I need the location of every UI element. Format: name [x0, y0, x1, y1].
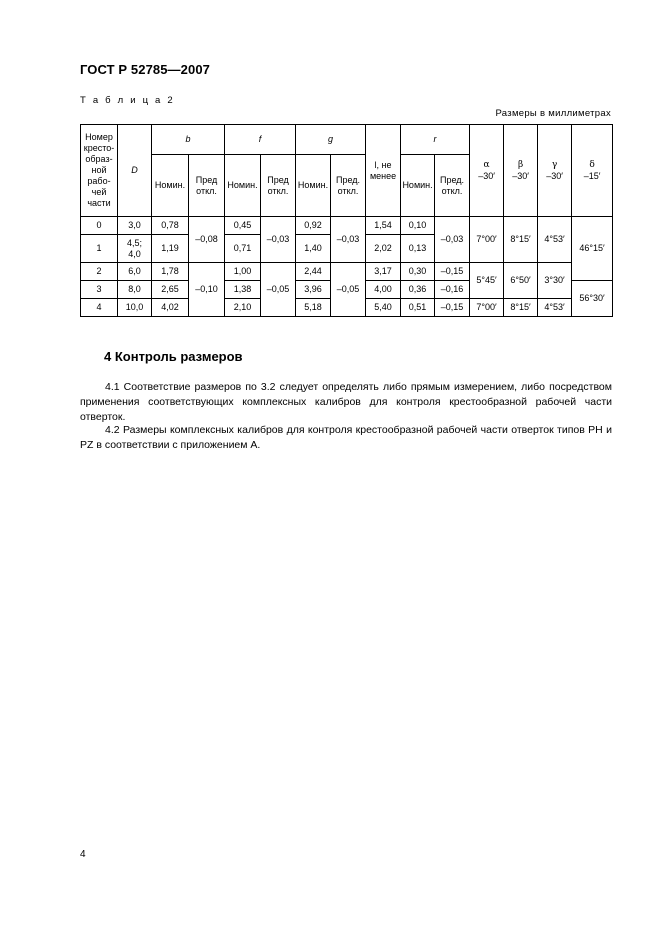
cell-g: 1,40: [296, 235, 331, 263]
header-b-tolerance: Пред откл.: [189, 155, 225, 217]
header-delta: [572, 125, 613, 217]
cell-b: 4,02: [152, 299, 189, 317]
cell-b: 1,19: [152, 235, 189, 263]
cell-l: 3,17: [366, 263, 401, 281]
header-gamma-tol: –30′: [546, 171, 563, 181]
cell-r: 0,10: [401, 217, 435, 235]
cell-beta: 8°15′: [504, 217, 538, 263]
cell-r: 0,30: [401, 263, 435, 281]
header-beta-symbol: β: [517, 160, 524, 170]
cell-g-tol: –0,03: [331, 217, 366, 263]
cell-num: 0: [81, 217, 118, 235]
cell-g: 0,92: [296, 217, 331, 235]
cell-b-tol: –0,08: [189, 217, 225, 263]
cell-l: 1,54: [366, 217, 401, 235]
table-caption: Т а б л и ц а 2: [80, 95, 175, 106]
header-b: b: [152, 125, 225, 155]
cell-r-tol: –0,15: [435, 299, 470, 317]
table-units: Размеры в миллиметрах: [495, 108, 611, 119]
cell-l: 4,00: [366, 281, 401, 299]
header-g-tolerance: Пред. откл.: [331, 155, 366, 217]
cell-beta: 8°15′: [504, 299, 538, 317]
cell-alpha: 5°45′: [470, 263, 504, 299]
cell-r-tol: –0,03: [435, 217, 470, 263]
cell-r: 0,36: [401, 281, 435, 299]
header-f: f: [225, 125, 296, 155]
table-row: [81, 263, 613, 281]
cell-delta: 46°15′: [572, 217, 613, 281]
cell-r: 0,13: [401, 235, 435, 263]
header-beta: [504, 125, 538, 217]
cell-f-tol: –0,03: [261, 217, 296, 263]
cell-b: 2,65: [152, 281, 189, 299]
cell-alpha: 7°00′: [470, 217, 504, 263]
header-l: l, не менее: [366, 125, 401, 217]
cell-g: 5,18: [296, 299, 331, 317]
dimensions-table: [80, 124, 613, 317]
header-D: D: [118, 125, 152, 217]
cell-f: 2,10: [225, 299, 261, 317]
header-alpha: [470, 125, 504, 217]
cell-alpha: 7°00′: [470, 299, 504, 317]
cell-D: 10,0: [118, 299, 152, 317]
header-r: r: [401, 125, 470, 155]
cell-l: 2,02: [366, 235, 401, 263]
header-delta-tol: –15′: [583, 171, 601, 181]
header-alpha-symbol: α: [483, 160, 490, 170]
header-r-tolerance: Пред. откл.: [435, 155, 470, 217]
cell-D: 8,0: [118, 281, 152, 299]
header-delta-symbol: δ: [589, 160, 595, 170]
cell-r: 0,51: [401, 299, 435, 317]
cell-D: 4,5; 4,0: [118, 235, 152, 263]
header-f-nominal: Номин.: [225, 155, 261, 217]
cell-r-tol: –0,16: [435, 281, 470, 299]
cell-f: 1,38: [225, 281, 261, 299]
cell-D: 3,0: [118, 217, 152, 235]
header-g: g: [296, 125, 366, 155]
cell-r-tol: –0,15: [435, 263, 470, 281]
cell-f: 1,00: [225, 263, 261, 281]
cell-b: 1,78: [152, 263, 189, 281]
header-part-number: Номер кресто-образ-ной рабо-чей части: [81, 125, 118, 217]
cell-num: 1: [81, 235, 118, 263]
document-code: ГОСТ Р 52785—2007: [80, 62, 210, 77]
cell-b: 0,78: [152, 217, 189, 235]
cell-gamma: 4°53′: [538, 217, 572, 263]
cell-gamma: 4°53′: [538, 299, 572, 317]
header-f-tolerance: Пред откл.: [261, 155, 296, 217]
cell-g: 3,96: [296, 281, 331, 299]
header-beta-tol: –30′: [512, 171, 529, 181]
cell-g: 2,44: [296, 263, 331, 281]
table-row: [81, 217, 613, 235]
cell-delta: 56°30′: [572, 281, 613, 317]
header-alpha-tol: –30′: [478, 171, 495, 181]
page-number: 4: [80, 849, 86, 860]
cell-b-tol: –0,10: [189, 263, 225, 317]
header-g-nominal: Номин.: [296, 155, 331, 217]
header-r-nominal: Номин.: [401, 155, 435, 217]
cell-beta: 6°50′: [504, 263, 538, 299]
paragraph-4-1: 4.1 Соответствие размеров по 3.2 следует определять либо прямым измерением, либо посредством применения соответствующих комплексных калибров для контроля крестообразной рабочей части отверток.: [80, 381, 612, 423]
cell-l: 5,40: [366, 299, 401, 317]
header-gamma: [538, 125, 572, 217]
cell-f: 0,45: [225, 217, 261, 235]
cell-f: 0,71: [225, 235, 261, 263]
cell-num: 3: [81, 281, 118, 299]
section-heading: 4 Контроль размеров: [104, 349, 243, 364]
header-gamma-symbol: γ: [551, 160, 558, 170]
paragraph-4-2: 4.2 Размеры комплексных калибров для контроля крестообразной рабочей части отверток типов PH и PZ в соответствии с приложением А.: [80, 424, 612, 451]
cell-D: 6,0: [118, 263, 152, 281]
cell-num: 4: [81, 299, 118, 317]
cell-f-tol: –0,05: [261, 263, 296, 317]
cell-gamma: 3°30′: [538, 263, 572, 299]
cell-num: 2: [81, 263, 118, 281]
cell-g-tol: –0,05: [331, 263, 366, 317]
header-b-nominal: Номин.: [152, 155, 189, 217]
